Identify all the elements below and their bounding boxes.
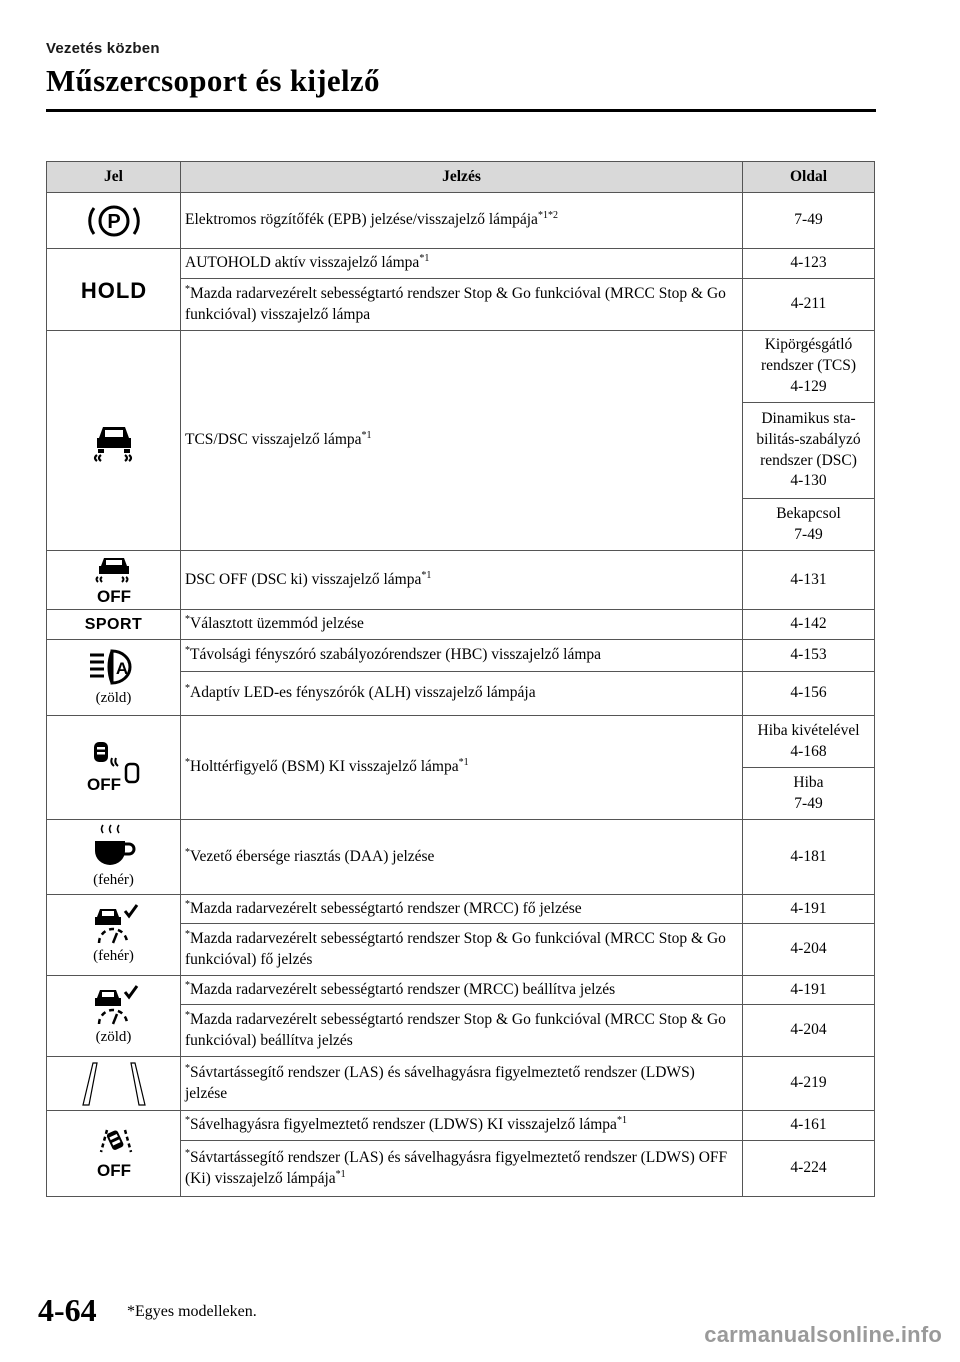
col-header-meaning: Jelzés [181, 162, 743, 193]
table-row [47, 551, 875, 610]
page-title: Műszercsoport és kijelző [46, 63, 380, 98]
meaning-cell: *Mazda radarvezérelt sebességtartó rendszer Stop & Go funkcióval (MRCC Stop & Go funkcióval) visszajelző lámpa [181, 279, 743, 331]
table-row [47, 1111, 875, 1141]
page-cell: Kipörgésgátló rendszer (TCS) 4-129 [743, 331, 875, 403]
color-note: (zöld) [95, 1029, 132, 1046]
sport-text-icon: SPORT [84, 615, 143, 633]
svg-text:OFF: OFF [96, 1160, 131, 1180]
color-note: (zöld) [95, 689, 132, 706]
page-cell: Bekapcsol 7-49 [743, 499, 875, 551]
meaning-cell: *Mazda radarvezérelt sebességtartó rendszer (MRCC) fő jelzése [181, 895, 743, 924]
meaning-cell: *Vezető ébersége riasztás (DAA) jelzése [181, 820, 743, 895]
meaning-cell: AUTOHOLD aktív visszajelző lámpa$^{*1}$ [181, 249, 743, 279]
col-header-page: Oldal [743, 162, 875, 193]
table-row [47, 976, 875, 1005]
page-cell: 4-219 [743, 1057, 875, 1111]
meaning-cell: *Mazda radarvezérelt sebességtartó rendszer Stop & Go funkcióval (MRCC Stop & Go funkcióval) fő jelzés [181, 924, 743, 976]
table-row [47, 193, 875, 249]
page-cell: 4-131 [743, 551, 875, 610]
symbol-cell [47, 551, 181, 610]
lane-lines-icon [69, 1061, 159, 1107]
page-cell: 4-191 [743, 976, 875, 1005]
page-cell: 4-181 [743, 820, 875, 895]
color-note: (fehér) [93, 872, 134, 889]
table-row [47, 640, 875, 672]
page-cell: Hiba kivételével 4-168 [743, 716, 875, 768]
svg-text:OFF: OFF [86, 774, 121, 794]
meaning-cell: *Mazda radarvezérelt sebességtartó rendszer Stop & Go funkcióval (MRCC Stop & Go funkcióval) beállítva jelzés [181, 1005, 743, 1057]
header-rule [46, 109, 876, 112]
page-cell: 4-204 [743, 1005, 875, 1057]
symbol-cell [47, 1057, 181, 1111]
section-label: Vezetés közben [46, 40, 160, 57]
page-cell: 4-224 [743, 1141, 875, 1197]
coffee-cup-icon [89, 823, 139, 869]
lane-departure-off-icon [87, 1126, 141, 1182]
color-note: (fehér) [93, 948, 134, 965]
svg-text:A: A [115, 658, 128, 678]
symbol-cell [47, 820, 181, 895]
meaning-cell: *Sávelhagyásra figyelmeztető rendszer (LDWS) KI visszajelző lámpa$^{*1}$ [181, 1111, 743, 1141]
footnote: *Egyes modelleken. [127, 1303, 257, 1320]
auto-high-beam-icon [86, 647, 142, 687]
page-cell: 4-156 [743, 672, 875, 716]
watermark: carmanualsonline.info [704, 1322, 942, 1347]
page-cell: 4-161 [743, 1111, 875, 1141]
table-row [47, 610, 875, 640]
meaning-cell: *Választott üzemmód jelzése [181, 610, 743, 640]
symbol-cell [47, 193, 181, 249]
symbol-cell [47, 895, 181, 976]
hold-text-icon [79, 275, 149, 305]
meaning-cell: *Távolsági fényszóró szabályozórendszer (HBC) visszajelző lámpa [181, 640, 743, 672]
table-row [47, 895, 875, 924]
symbol-cell [47, 610, 181, 640]
radar-cruise-icon [87, 984, 141, 1026]
meaning-cell: *Sávtartássegítő rendszer (LAS) és sávelhagyásra figyelmeztető rendszer (LDWS) jelzése [181, 1057, 743, 1111]
meaning-cell: *Holttérfigyelő (BSM) KI visszajelző lámpa$^{*1}$ [181, 716, 743, 820]
page-cell: 4-211 [743, 279, 875, 331]
svg-text:P: P [106, 210, 121, 233]
symbol-cell [47, 976, 181, 1057]
page-header [46, 40, 876, 99]
page-cell: Dinamikus sta- bilitás-szabályzó rendszer (DSC) 4-130 [743, 403, 875, 499]
table-row [47, 249, 875, 279]
symbol-cell [47, 249, 181, 331]
page-cell: 4-153 [743, 640, 875, 672]
table-header-row [47, 162, 875, 193]
symbol-cell [47, 1111, 181, 1197]
car-skid-icon [89, 418, 139, 464]
svg-text:OFF: OFF [96, 587, 131, 606]
page-number: 4-64 [38, 1292, 97, 1328]
meaning-cell: *Sávtartássegítő rendszer (LAS) és sávelhagyásra figyelmeztető rendszer (LDWS) OFF (Ki) visszajelző lámpája$^{*1}$ [181, 1141, 743, 1197]
table-row [47, 331, 875, 403]
symbol-table [46, 161, 875, 1197]
meaning-cell: DSC OFF (DSC ki) visszajelző lámpa$^{*1}$ [181, 551, 743, 610]
symbol-cell [47, 331, 181, 551]
page-cell: 4-204 [743, 924, 875, 976]
parking-brake-p-icon [85, 201, 143, 241]
car-skid-off-icon [87, 554, 141, 606]
symbol-cell [47, 640, 181, 716]
symbol-cell [47, 716, 181, 820]
bsm-off-icon [82, 740, 146, 796]
page-cell: 7-49 [743, 193, 875, 249]
table-row [47, 716, 875, 768]
col-header-symbol: Jel [47, 162, 181, 193]
table-row [47, 820, 875, 895]
meaning-cell: *Mazda radarvezérelt sebességtartó rendszer (MRCC) beállítva jelzés [181, 976, 743, 1005]
page-cell: 4-142 [743, 610, 875, 640]
meaning-cell: TCS/DSC visszajelző lámpa$^{*1}$ [181, 331, 743, 551]
table-row [47, 1057, 875, 1111]
page-cell: Hiba 7-49 [743, 768, 875, 820]
page-cell: 4-191 [743, 895, 875, 924]
radar-cruise-icon [87, 903, 141, 945]
meaning-cell: *Adaptív LED-es fényszórók (ALH) visszajelző lámpája [181, 672, 743, 716]
svg-text:HOLD: HOLD [80, 277, 147, 303]
page-cell: 4-123 [743, 249, 875, 279]
meaning-cell: Elektromos rögzítőfék (EPB) jelzése/visszajelző lámpája$^{*1*2}$ [181, 193, 743, 249]
